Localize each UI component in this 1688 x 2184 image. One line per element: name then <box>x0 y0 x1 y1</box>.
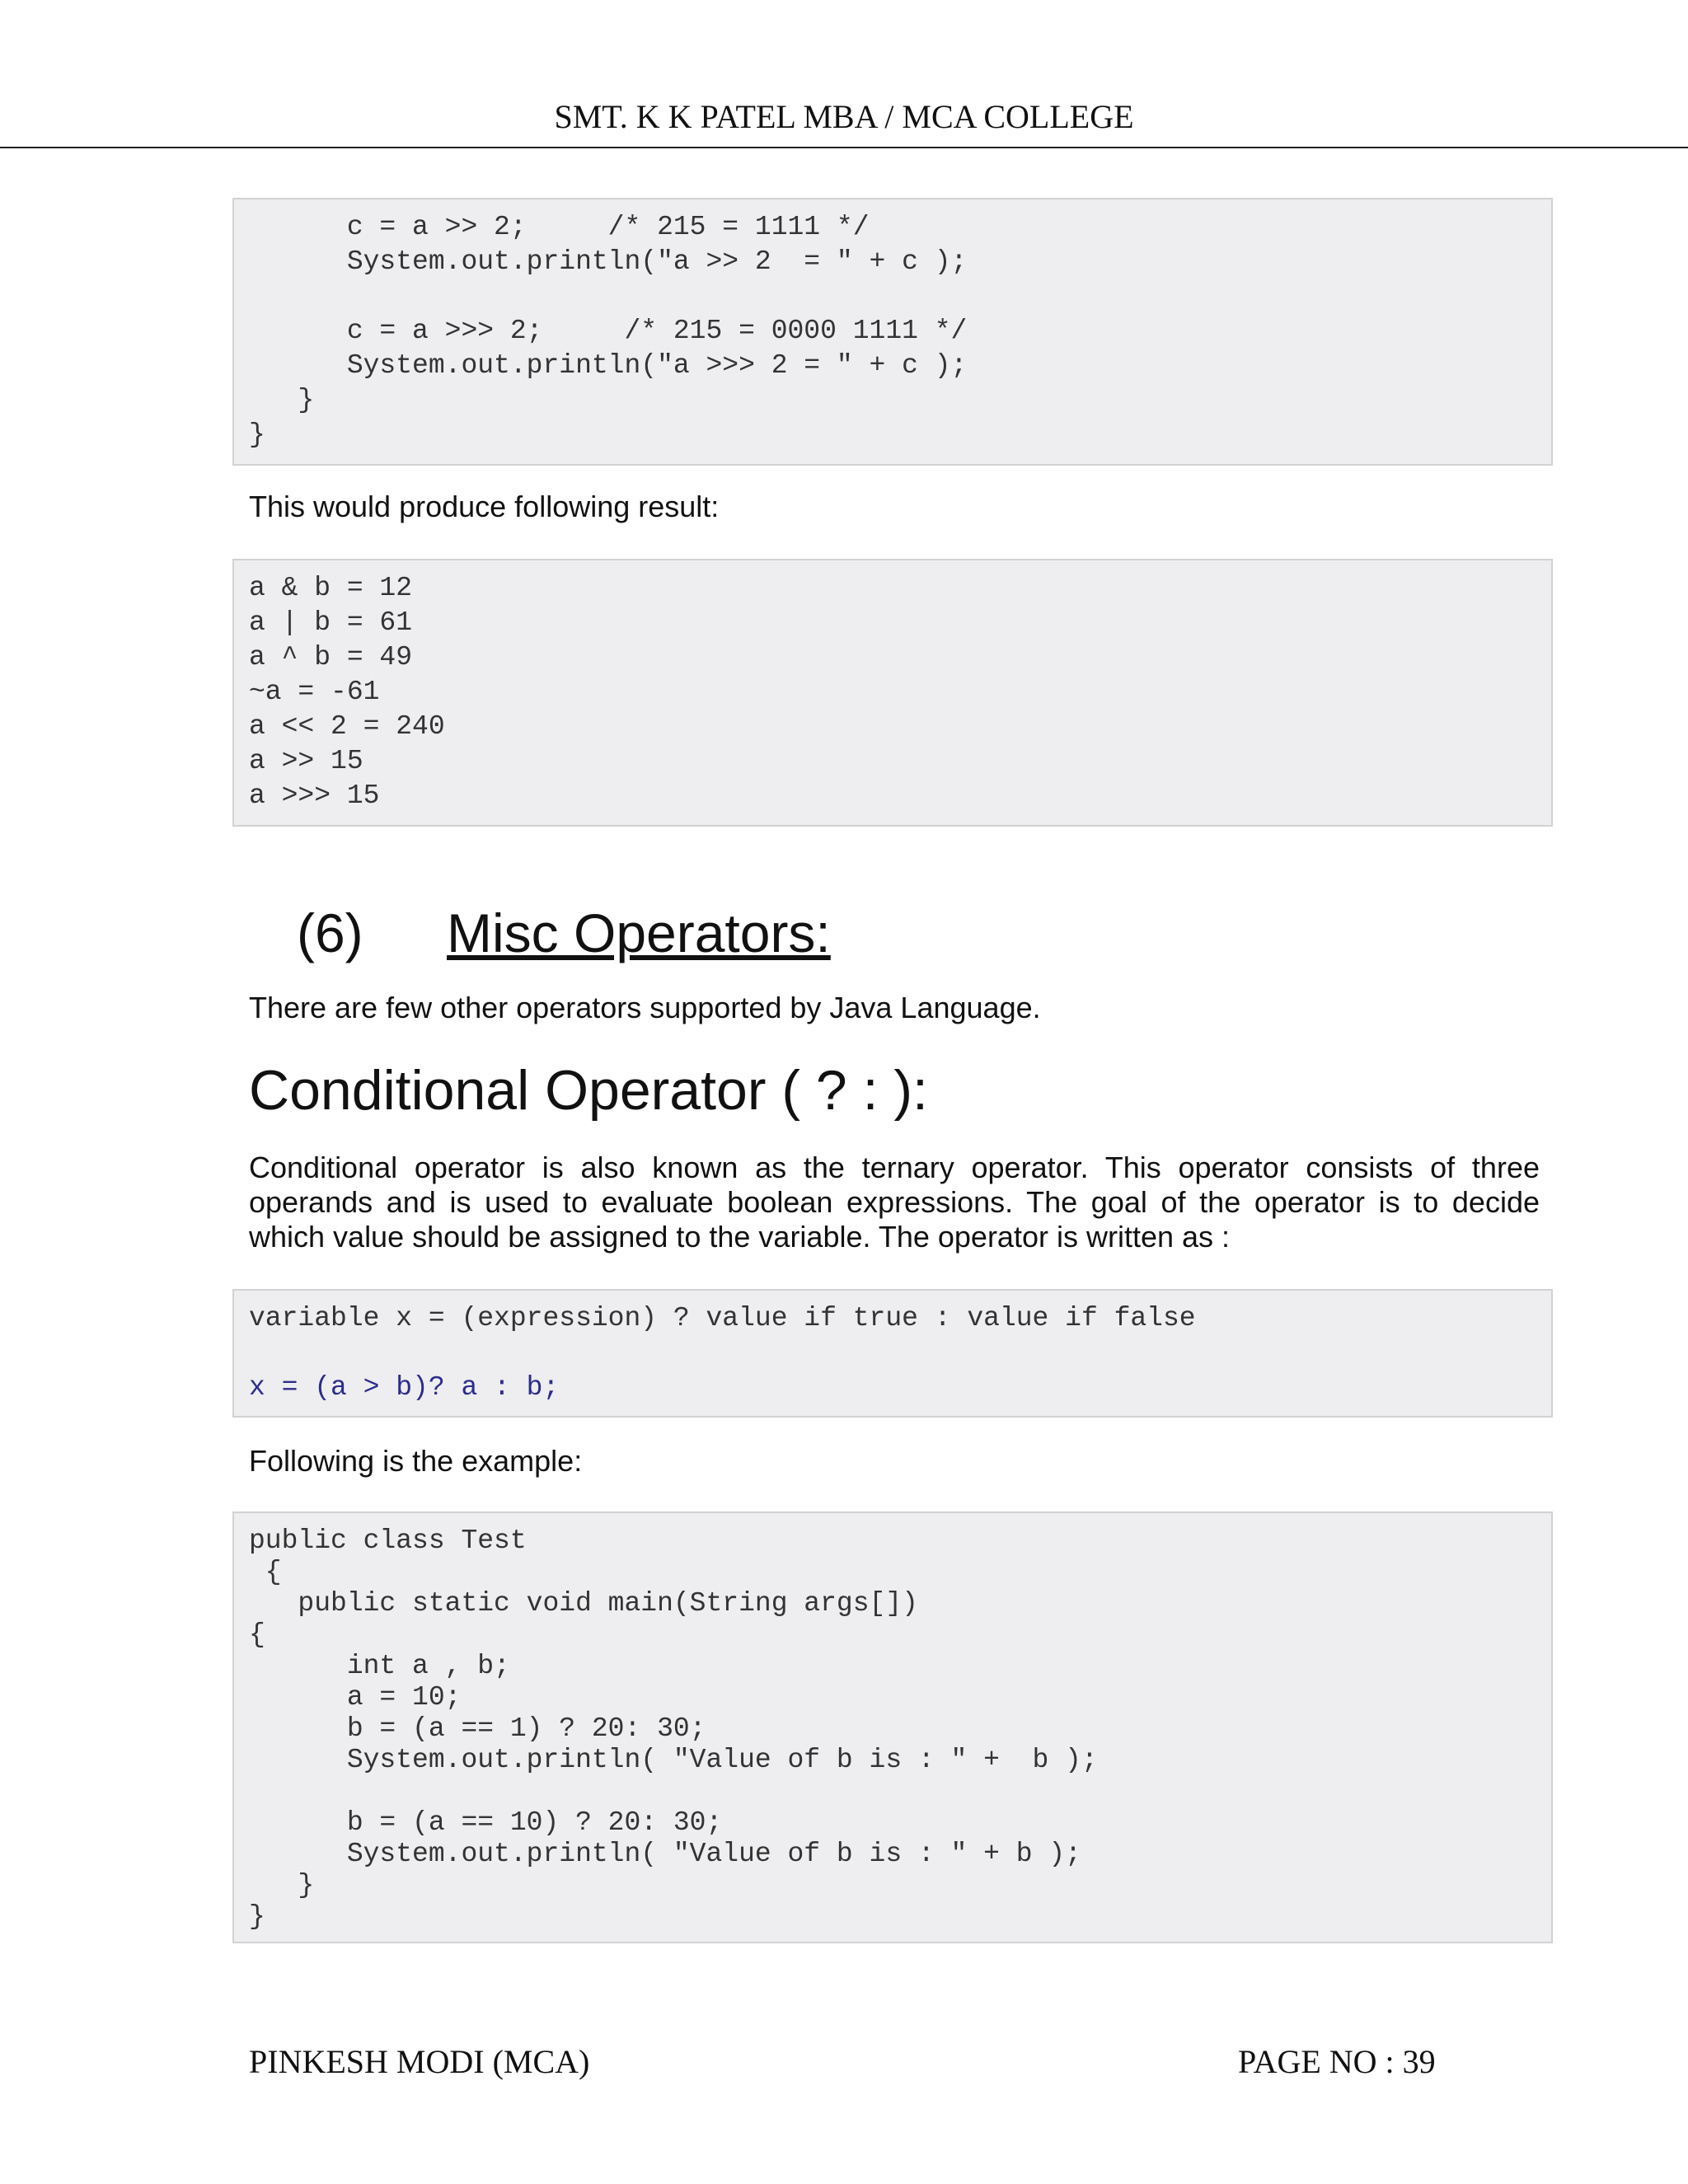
code-block-shift-operators <box>232 198 1553 466</box>
output-line: a | b = 61 <box>249 607 413 638</box>
output-line: a ^ b = 49 <box>249 642 413 673</box>
code-line: c = a >> 2; /* 215 = 1111 */ <box>249 212 870 242</box>
code-line: b = (a == 10) ? 20: 30; <box>249 1807 723 1838</box>
code-block-example <box>232 1511 1553 1943</box>
code-line: { <box>249 1557 282 1587</box>
code-line: { <box>249 1619 265 1650</box>
section-number: (6) <box>297 902 363 963</box>
code-line: a = 10; <box>249 1682 462 1713</box>
code-line: b = (a == 1) ? 20: 30; <box>249 1713 706 1744</box>
code-line: } <box>249 1870 315 1900</box>
output-line: a >> 15 <box>249 746 363 776</box>
output-line: a & b = 12 <box>249 573 413 603</box>
footer-page-number: PAGE NO : 39 <box>1238 2043 1436 2080</box>
code-line: System.out.println( "Value of b is : " + b ); <box>249 1839 1081 1869</box>
header-rule <box>0 147 1688 148</box>
code-line: System.out.println("a >> 2 = " + c ); <box>249 246 968 277</box>
code-line: System.out.println( "Value of b is : " + b ); <box>249 1745 1098 1775</box>
example-intro-text: Following is the example: <box>249 1444 583 1478</box>
code-line: public class Test <box>249 1526 527 1556</box>
code-line: variable x = (expression) ? value if true : value if false <box>249 1303 1196 1333</box>
result-intro-text: This would produce following result: <box>249 490 720 523</box>
output-line: a >>> 15 <box>249 780 380 811</box>
section-title: Misc Operators: <box>447 902 831 963</box>
code-line: } <box>249 385 315 415</box>
code-line: int a , b; <box>249 1651 510 1681</box>
conditional-description: Conditional operator is also known as the ternary operator. This operator consists of three operands and is used to evaluate boolean expressions. The goal of the operator is to decide which value should be assigned to the variable. The operator is written as : <box>249 1151 1540 1254</box>
code-line: x = (a > b)? a : b; <box>249 1372 560 1403</box>
misc-intro-text: There are few other operators supported by Java Language. <box>249 991 1041 1024</box>
code-line: System.out.println("a >>> 2 = " + c ); <box>249 350 968 381</box>
code-line: } <box>249 1901 265 1932</box>
conditional-operator-heading: Conditional Operator ( ? : ): <box>249 1059 928 1122</box>
output-line: ~a = -61 <box>249 677 380 707</box>
page-header: SMT. K K PATEL MBA / MCA COLLEGE <box>554 98 1134 135</box>
output-line: a << 2 = 240 <box>249 711 445 742</box>
footer-author: PINKESH MODI (MCA) <box>249 2043 590 2080</box>
code-line: } <box>249 419 265 450</box>
code-block-syntax <box>232 1289 1553 1418</box>
code-line: public static void main(String args[]) <box>249 1588 918 1619</box>
code-line: c = a >>> 2; /* 215 = 0000 1111 */ <box>249 316 968 346</box>
output-block <box>232 559 1553 827</box>
